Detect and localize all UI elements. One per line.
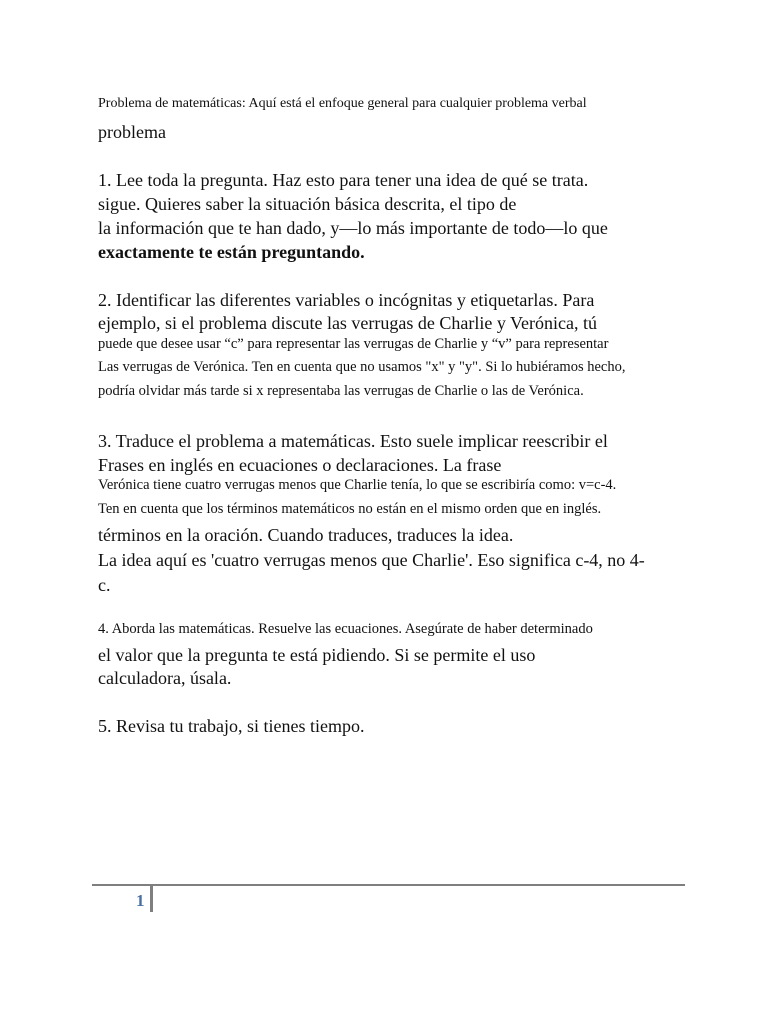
step-5-line: 5. Revisa tu trabajo, si tienes tiempo. bbox=[98, 716, 365, 736]
text-line: Frases en inglés en ecuaciones o declaraciones. La frase bbox=[98, 455, 502, 475]
step-2-line: 2. Identificar las diferentes variables o incógnitas y etiquetarlas. Para bbox=[98, 290, 595, 310]
text-line: La idea aquí es 'cuatro verrugas menos que Charlie'. Eso significa c-4, no 4- bbox=[98, 550, 645, 570]
step-4-line: 4. Aborda las matemáticas. Resuelve las ecuaciones. Asegúrate de haber determinado bbox=[98, 621, 593, 637]
text-line: ejemplo, si el problema discute las verrugas de Charlie y Verónica, tú bbox=[98, 313, 598, 333]
text-line: sigue. Quieres saber la situación básica descrita, el tipo de bbox=[98, 194, 517, 214]
footer-rule bbox=[92, 884, 685, 886]
page-number-divider bbox=[150, 886, 153, 912]
text-line: problema bbox=[98, 122, 166, 142]
step-1-line: 1. Lee toda la pregunta. Haz esto para tener una idea de qué se trata. bbox=[98, 170, 589, 190]
text-line: Verónica tiene cuatro verrugas menos que Charlie tenía, lo que se escribiría como: v=c-4. bbox=[98, 477, 617, 493]
heading-line: Problema de matemáticas: Aquí está el enfoque general para cualquier problema verbal bbox=[98, 96, 587, 111]
text-line: calculadora, úsala. bbox=[98, 668, 232, 688]
text-line: el valor que la pregunta te está pidiendo. Si se permite el uso bbox=[98, 645, 536, 665]
text-line: puede que desee usar “c” para representar las verrugas de Charlie y “v” para representar bbox=[98, 336, 609, 352]
text-line: Ten en cuenta que los términos matemáticos no están en el mismo orden que en inglés. bbox=[98, 501, 602, 517]
page-number: 1 bbox=[136, 891, 145, 910]
text-line: términos en la oración. Cuando traduces, traduces la idea. bbox=[98, 525, 514, 545]
text-line: la información que te han dado, y—lo más importante de todo—lo que bbox=[98, 218, 608, 238]
text-line: c. bbox=[98, 575, 111, 595]
step-3-line: 3. Traduce el problema a matemáticas. Esto suele implicar reescribir el bbox=[98, 431, 608, 451]
text-line: Las verrugas de Verónica. Ten en cuenta que no usamos "x" y "y". Si lo hubiéramos hecho, bbox=[98, 359, 626, 375]
text-line: podría olvidar más tarde si x representaba las verrugas de Charlie o las de Verónica. bbox=[98, 383, 584, 399]
emphasis-line: exactamente te están preguntando. bbox=[98, 242, 365, 262]
